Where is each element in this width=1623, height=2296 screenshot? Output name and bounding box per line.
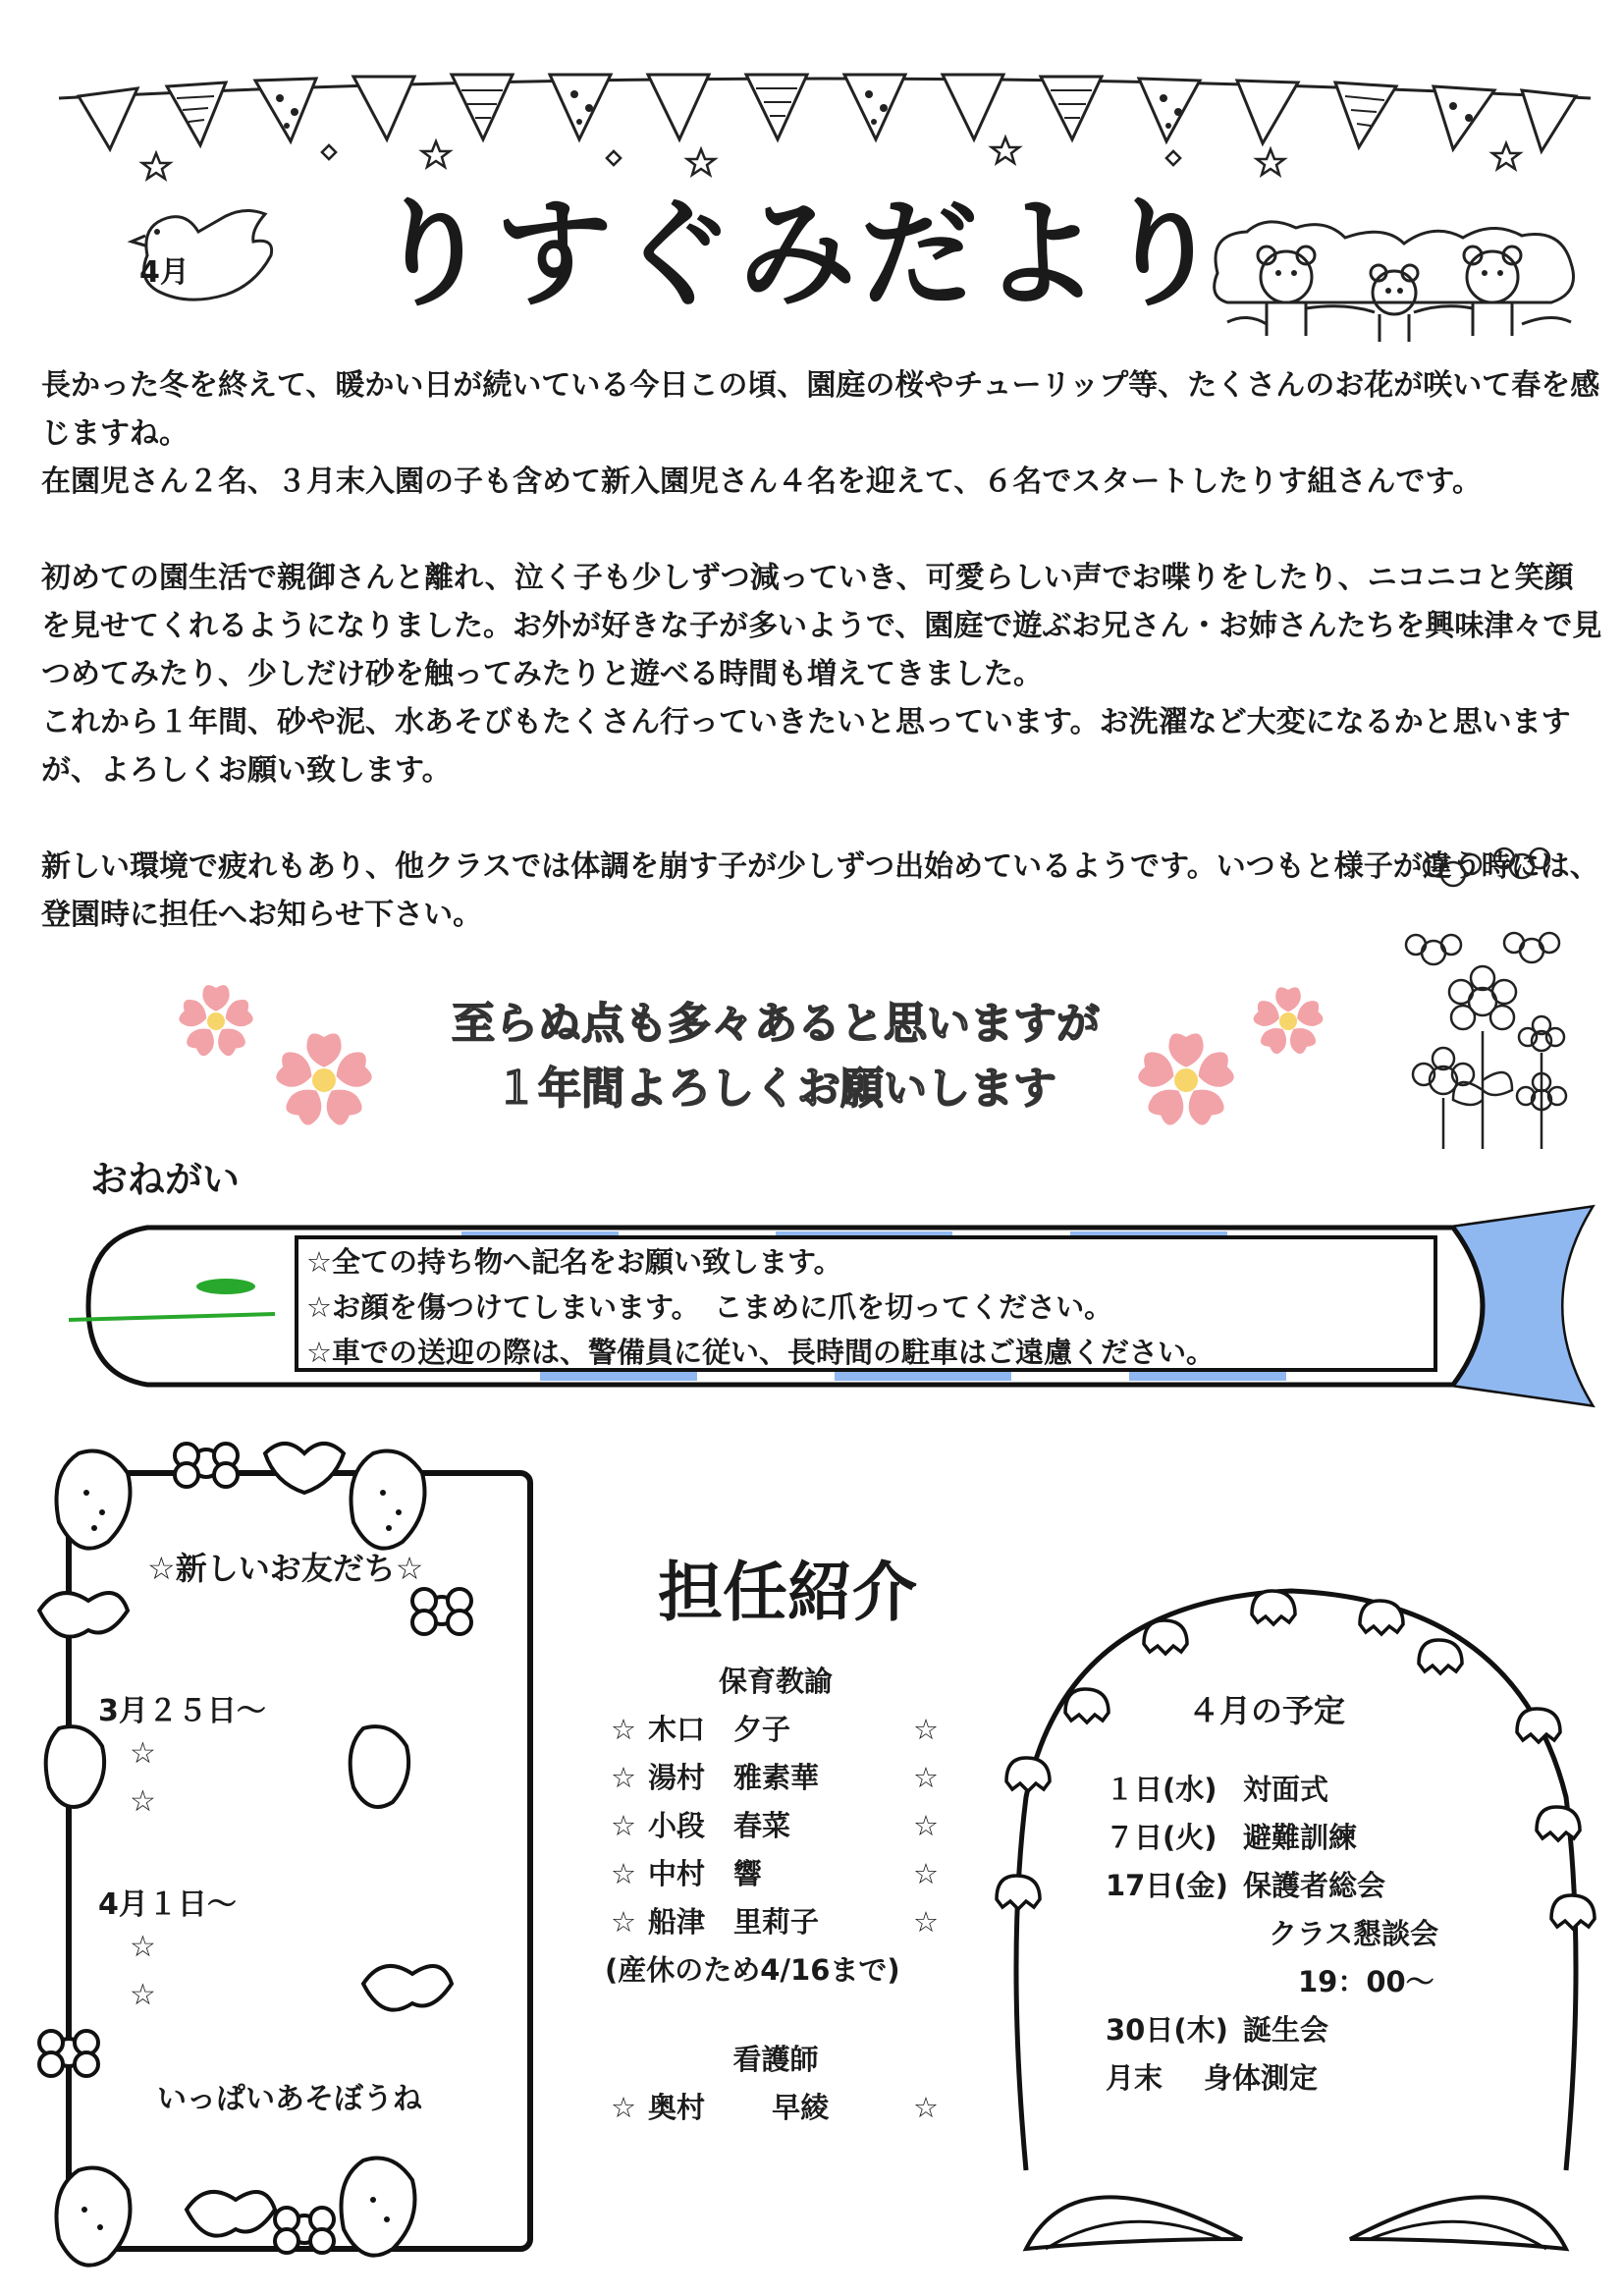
schedule-date: ７日(火) [1106, 1821, 1217, 1854]
schedule-row [1106, 1814, 1518, 1862]
onegai-item: ☆お顔を傷つけてしまいます。 こまめに爪を切ってください。 [306, 1290, 1113, 1324]
teacher-row [589, 1898, 962, 1946]
schedule-event: クラス懇談会 [1269, 1917, 1439, 1950]
friend-star: ☆ [130, 1930, 156, 1964]
schedule-event: 保護者総会 [1243, 1869, 1386, 1902]
nurse-label: 看護師 [732, 2043, 819, 2076]
teacher-name: 中村 響 [648, 1857, 763, 1890]
schedule-list [1106, 1766, 1518, 2103]
teacher-name: 船津 里莉子 [648, 1905, 820, 1939]
star-icon: ☆ [913, 2091, 939, 2124]
friend-star: ☆ [130, 1784, 156, 1819]
schedule-row [1106, 2054, 1518, 2103]
intro-paragraph-4: これから１年間、砂や泥、水あそびもたくさん行っていきたいと思っています。お洗濯など大変になるかと思いますが、よろしくお願い致します。 [41, 705, 1571, 788]
friends-date-april: 4月１日～ [98, 1887, 237, 1922]
schedule-row [1106, 1958, 1518, 2006]
intro-paragraph-3: 初めての園生活で親御さんと離れ、泣く子も少しずつ減っていき、可愛らしい声でお喋りをしたり、ニコニコと笑顔を見せてくれるようになりました。お外が好きな子が多いようで、園庭で遊ぶお兄さん・お姉さんたちを興味津々で見つめてみたり、少しだけ砂を触ってみたりと遊べる時間も増えてきました。 [41, 561, 1602, 691]
star-icon: ☆ [611, 1857, 636, 1890]
star-icon: ☆ [913, 1857, 939, 1890]
schedule-date [1106, 1910, 1269, 1958]
schedule-event: 対面式 [1243, 1773, 1329, 1806]
star-icon: ☆ [611, 1905, 636, 1939]
star-icon: ☆ [611, 1713, 636, 1746]
schedule-date [1106, 1958, 1298, 2006]
schedule-date: １日(水) [1106, 1773, 1217, 1806]
maternity-leave-note: (産休のため4/16まで) [605, 1953, 900, 1987]
month-badge: 4月 [139, 255, 189, 290]
schedule-date: 17日(金) [1106, 1869, 1228, 1902]
slogan-line-1: 至らぬ点も多々あると思いますが [452, 999, 1100, 1049]
newsletter-title: りすぐみだより [373, 187, 1225, 323]
friend-star: ☆ [130, 1736, 156, 1771]
schedule-event: 身体測定 [1204, 2061, 1319, 2095]
teacher-row [589, 1802, 962, 1850]
schedule-row [1106, 1862, 1518, 1910]
star-icon: ☆ [913, 1713, 939, 1746]
teacher-name: 小段 春菜 [648, 1809, 791, 1842]
schedule-date: 月末 [1106, 2061, 1163, 2095]
schedule-event: 誕生会 [1243, 2013, 1329, 2047]
friends-date-march: 3月２５日～ [98, 1694, 266, 1728]
friends-title: ☆新しいお友だち☆ [147, 1550, 424, 1587]
teacher-row [589, 1754, 962, 1802]
slogan [353, 992, 1198, 1121]
slogan-line-2: １年間よろしくお願いします [495, 1064, 1056, 1114]
star-icon: ☆ [611, 1761, 636, 1794]
schedule-row [1106, 2006, 1518, 2054]
teacher-name: 湯村 雅素華 [648, 1761, 820, 1794]
schedule-row [1106, 1910, 1518, 1958]
intro-paragraph-2: 在園児さん２名、３月末入園の子も含めて新入園児さん４名を迎えて、６名でスタートしたりす組さんです。 [41, 465, 1482, 499]
friends-footer: いっぱいあそぼうね [157, 2082, 422, 2116]
onegai-item: ☆全ての持ち物へ記名をお願い致します。 [306, 1245, 842, 1279]
bears-illustration [1208, 214, 1581, 352]
onegai-heading: おねがい [90, 1158, 241, 1201]
schedule-event: 避難訓練 [1243, 1821, 1358, 1854]
star-icon: ☆ [913, 1905, 939, 1939]
star-icon: ☆ [611, 1809, 636, 1842]
teachers-label: 保育教諭 [718, 1665, 833, 1698]
teacher-name: 木口 夕子 [648, 1713, 791, 1746]
onegai-list [306, 1239, 1367, 1375]
friend-star: ☆ [130, 1978, 156, 2012]
teacher-row [589, 1850, 962, 1898]
star-icon: ☆ [913, 1809, 939, 1842]
schedule-event: 19：00～ [1298, 1965, 1434, 1998]
teacher-row [589, 1706, 962, 1754]
bunting-banner [59, 69, 1591, 187]
nurse-row [589, 2084, 962, 2132]
onegai-item: ☆車での送迎の際は、警備員に従い、長時間の駐車はご遠慮ください。 [306, 1336, 1215, 1369]
health-notice-paragraph: 新しい環境で疲れもあり、他クラスでは体調を崩す子が少しずつ出始めているようです。いつもと様子が違う時には、登園時に担任へお知らせ下さい。 [41, 849, 1599, 932]
intro-paragraph-1: 長かった冬を終えて、暖かい日が続いている今日この頃、園庭の桜やチューリップ等、たくさんのお花が咲いて春を感じますね。 [41, 368, 1600, 451]
schedule-title: ４月の予定 [1188, 1692, 1346, 1729]
star-icon: ☆ [611, 2091, 636, 2124]
staff-title: 担任紹介 [658, 1555, 917, 1630]
star-icon: ☆ [913, 1761, 939, 1794]
schedule-row [1106, 1766, 1518, 1814]
nurse-name: 奥村 早綾 [648, 2091, 830, 2124]
schedule-date: 30日(木) [1106, 2013, 1228, 2047]
staff-list [589, 1658, 962, 2132]
